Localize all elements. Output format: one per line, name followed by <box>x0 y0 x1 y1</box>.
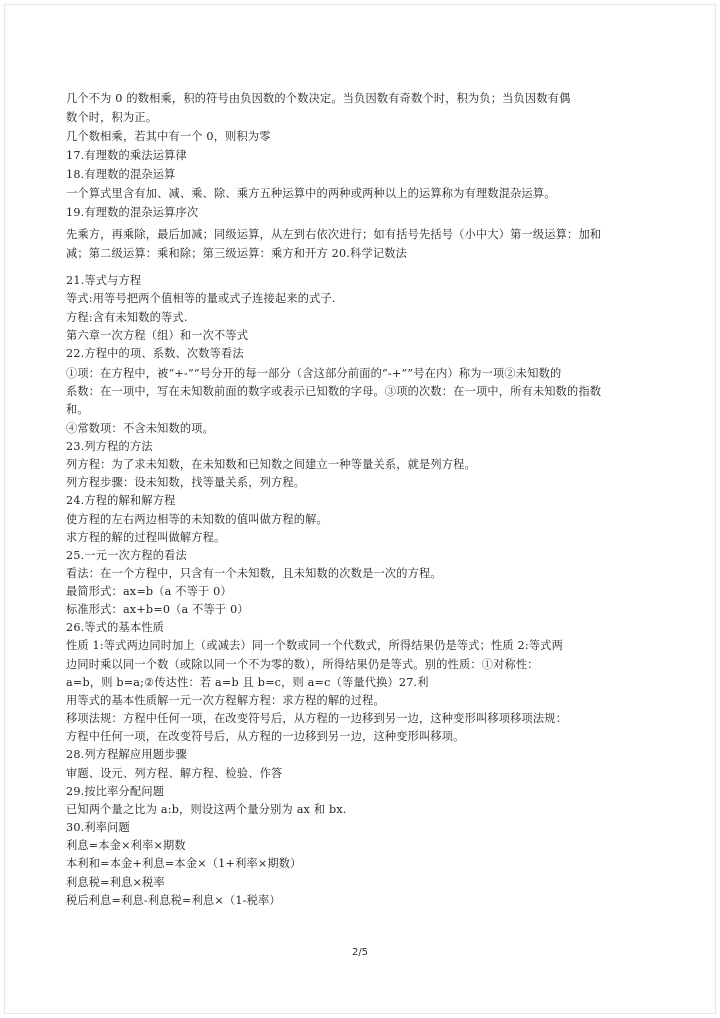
text-line: 审题、设元、列方程、解方程、检验、作答 <box>66 767 283 780</box>
text-line: 减；第二级运算：乘和除；第三级运算：乘方和开方 20.科学记数法 <box>66 247 407 260</box>
text-line: 边同时乘以同一个数（或除以同一个不为零的数），所得结果仍是等式。别的性质：①对称性： <box>66 658 539 671</box>
page-number: 2/5 <box>351 947 369 958</box>
text-line: 列方程步骤：设未知数，找等量关系，列方程。 <box>66 476 306 489</box>
text-line: 数个时，积为正。 <box>66 111 158 124</box>
text-line: 看法：在一个方程中，只含有一个未知数，且未知数的次数是一次的方程。 <box>66 567 442 580</box>
text-line: 系数：在一项中，写在未知数前面的数字或表示已知数的字母。③项的次数：在一项中，所有未知数的指数 <box>66 385 602 398</box>
text-line: 最简形式：ax=b（a 不等于 0） <box>66 585 232 598</box>
text-line: 已知两个量之比为 a:b，则设这两个量分别为 ax 和 bx. <box>66 803 347 816</box>
section-heading: 24.方程的解和解方程 <box>66 494 176 507</box>
section-heading: 30.利率问题 <box>66 821 130 834</box>
text-line: 方程中任何一项，在改变符号后，从方程的一边移到另一边，这种变形叫移项。 <box>66 730 465 743</box>
section-heading: 19.有理数的混杂运算序次 <box>66 206 199 219</box>
section-heading: 26.等式的基本性质 <box>66 621 165 634</box>
text-line: 方程:含有未知数的等式. <box>66 311 188 324</box>
text-line: 等式:用等号把两个值相等的量或式子连接起来的式子. <box>66 292 336 305</box>
formula-line: 利息=本金×利率×期数 <box>66 839 186 852</box>
text-line: 标准形式：ax+b=0（a 不等于 0） <box>66 603 249 616</box>
section-heading: 18.有理数的混杂运算 <box>66 168 176 181</box>
section-heading: 22.方程中的项、系数、次数等看法 <box>66 347 244 360</box>
section-heading: 17.有理数的乘法运算律 <box>66 149 187 162</box>
text-line: 和。 <box>66 403 89 416</box>
section-heading: 21.等式与方程 <box>66 274 142 287</box>
chapter-heading: 第六章一次方程（组）和一次不等式 <box>66 329 249 342</box>
section-heading: 29.按比率分配问题 <box>66 785 165 798</box>
text-line: 先乘方，再乘除，最后加减；同级运算，从左到右依次进行；如有括号先括号（小中大）第一级运算：加和 <box>66 228 602 241</box>
text-line: 几个不为 0 的数相乘，积的符号由负因数的个数决定。当负因数有奇数个时，积为负；当负因数有偶 <box>66 92 571 105</box>
text-line: 使方程的左右两边相等的未知数的值叫做方程的解。 <box>66 513 328 526</box>
text-line: a=b，则 b=a;②传达性：若 a=b 且 b=c，则 a=c（等量代换）27.利 <box>66 676 429 689</box>
text-line: 性质 1:等式两边同时加上（或减去）同一个数或同一个代数式，所得结果仍是等式；性质 2:等式两 <box>66 639 563 652</box>
text-line: ①项：在方程中，被“+-”“号分开的每一部分（含这部分前面的“-+””号在内）称为一项②未知数的 <box>66 367 562 380</box>
text-line: 移项法规：方程中任何一项，在改变符号后，从方程的一边移到另一边，这种变形叫移项移项法规： <box>66 712 568 725</box>
text-line: 求方程的解的过程叫做解方程。 <box>66 531 226 544</box>
section-heading: 25.一元一次方程的看法 <box>66 549 187 562</box>
text-line: ④常数项：不含未知数的项。 <box>66 422 215 435</box>
section-heading: 28.列方程解应用题步骤 <box>66 748 187 761</box>
text-line: 几个数相乘，若其中有一个 0，则积为零 <box>66 130 271 143</box>
formula-line: 税后利息=利息-利息税=利息×（1-税率） <box>66 894 281 907</box>
text-line: 一个算式里含有加、减、乘、除、乘方五种运算中的两种或两种以上的运算称为有理数混杂运算。 <box>66 187 556 200</box>
section-heading: 23.列方程的方法 <box>66 440 153 453</box>
text-line: 用等式的基本性质解一元一次方程解方程：求方程的解的过程。 <box>66 694 385 707</box>
formula-line: 本利和=本金+利息=本金×（1+利率×期数） <box>66 857 302 870</box>
text-line: 列方程：为了求未知数，在未知数和已知数之间建立一种等量关系，就是列方程。 <box>66 458 476 471</box>
formula-line: 利息税=利息×税率 <box>66 876 165 889</box>
